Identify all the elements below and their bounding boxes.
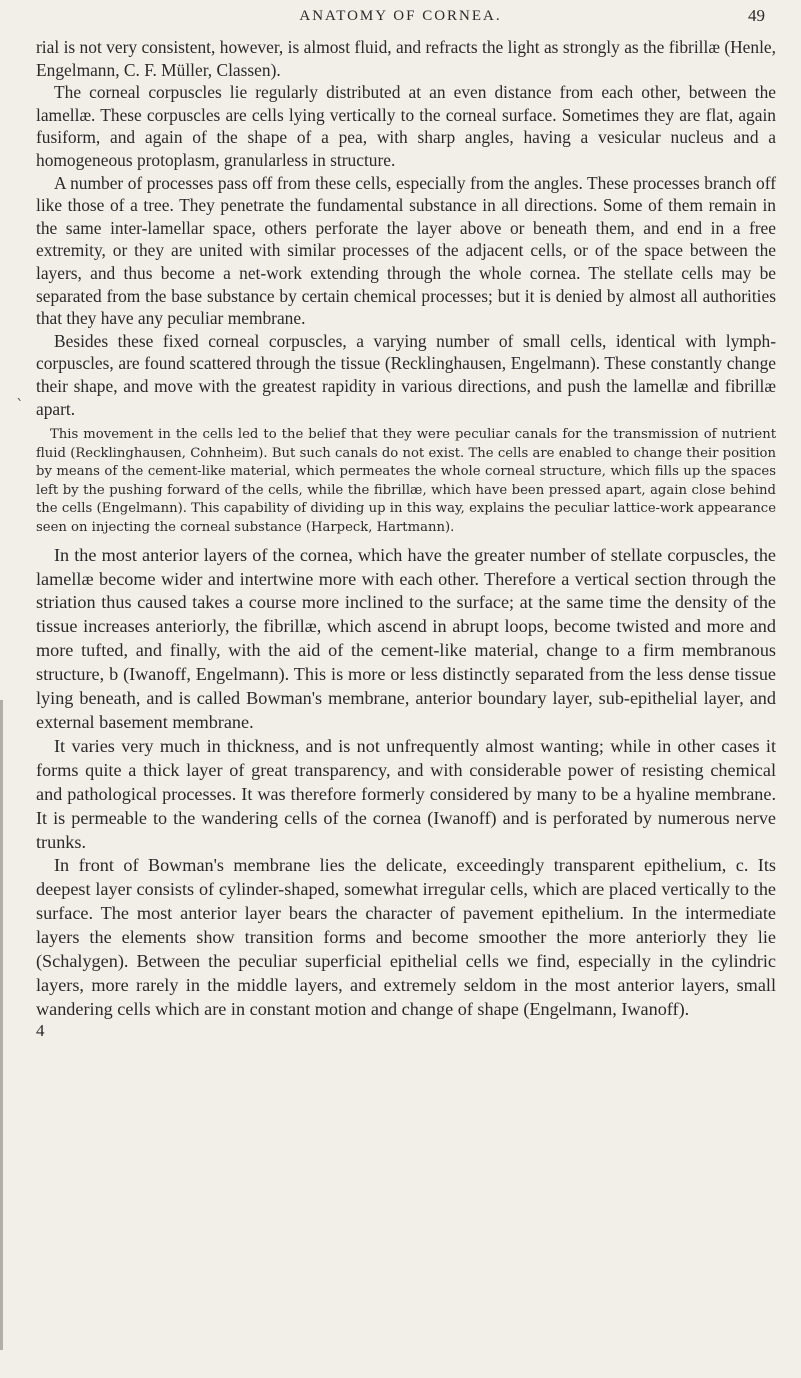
page-number: 49 (748, 6, 765, 25)
small-print-note: This movement in the cells led to the belief that they were peculiar canals for the transmission of nutrient fluid (Recklinghausen, Cohnheim). But such canals do not exist. The cells are enabled to change their position by means of the cement-like material, which permeates the whole corneal structure, which fills up the spaces left by the pushing forward of the cells, while the fibrillæ, which have been pressed apart, again close behind the cells (Engelmann). This capability of dividing up in this way, explains the peculiar lattice-work appearance seen on injecting the corneal substance (Harpeck, Hartmann). (36, 427, 776, 536)
paragraph: It varies very much in thickness, and is not unfrequently almost wanting; while in other cases it forms quite a thick layer of great transparency, and with considerable power of resisting chemical and pathological processes. It was therefore formerly considered by many to be a hyaline membrane. It is permeable to the wandering cells of the cornea (Iwanoff) and is perforated by numerous nerve trunks. (36, 735, 776, 852)
paragraph: Besides these fixed corneal corpuscles, a varying number of small cells, identical with lymph-corpuscles, are found scattered through the tissue (Recklinghausen, Engelmann). These constantly change their shape, and move with the greatest rapidity in various directions, and push the lamellæ and fibrillæ apart. (36, 330, 776, 419)
running-head: ANATOMY OF CORNEA. (299, 8, 502, 24)
paragraph: In the most anterior layers of the cornea, which have the greater number of stellate corpuscles, the lamellæ become wider and intertwine more with each other. Therefore a vertical section through the striation thus caused takes a course more inclined to the surface; at the same time the density of the tissue increases anteriorly, the fibrillæ, which ascend in abrupt loops, become twisted and more and more tufted, and finally, with the aid of the cement-like material, change to a firm membranous structure, b (Iwanoff, Engelmann). This is more or less distinctly separated from the less dense tissue lying beneath, and is called Bowman's membrane, anterior boundary layer, sub-epithelial layer, and external basement membrane. (36, 544, 776, 732)
binding-gutter-shadow (0, 700, 3, 1350)
signature-mark: 4 (36, 1020, 45, 1040)
page-header (0, 0, 801, 40)
paragraph: rial is not very consistent, however, is almost fluid, and refracts the light as strongly as the fibrillæ (Henle, Engelmann, C. F. Müller, Classen). (36, 37, 776, 80)
body-text (36, 36, 776, 1040)
paragraph: In front of Bowman's membrane lies the delicate, exceedingly transparent epithelium, c. Its deepest layer consists of cylinder-shaped, somewhat irregular cells, which are placed vertically to the surface. The most anterior layer bears the character of pavement epithelium. In the intermediate layers the elements show transition forms and become smoother the more anteriorly they lie (Schalygen). Between the peculiar superficial epithelial cells we find, especially in the cylindric layers, more rarely in the middle layers, and extremely seldom in the most anterior layers, small wandering cells which are in constant motion and change of shape (Engelmann, Iwanoff). (36, 855, 776, 1019)
margin-mark: ` (16, 396, 24, 415)
paragraph: A number of processes pass off from these cells, especially from the angles. These processes branch off like those of a tree. They penetrate the fundamental substance in all directions. Some of them remain in the same inter-lamellar space, others perforate the layer above or beneath them, and end in a free extremity, or they are united with similar processes of the adjacent cells, or of the space between the layers, and thus become a net-work extending through the whole cornea. The stellate cells may be separated from the base substance by certain chemical processes; but it is denied by almost all authorities that they have any peculiar membrane. (36, 172, 776, 329)
paragraph: The corneal corpuscles lie regularly distributed at an even distance from each other, between the lamellæ. These corpuscles are cells lying vertically to the corneal surface. Sometimes they are flat, again fusiform, and again of the shape of a pea, with sharp angles, having a vesicular nucleus and a homogeneous protoplasm, granularless in structure. (36, 82, 776, 170)
